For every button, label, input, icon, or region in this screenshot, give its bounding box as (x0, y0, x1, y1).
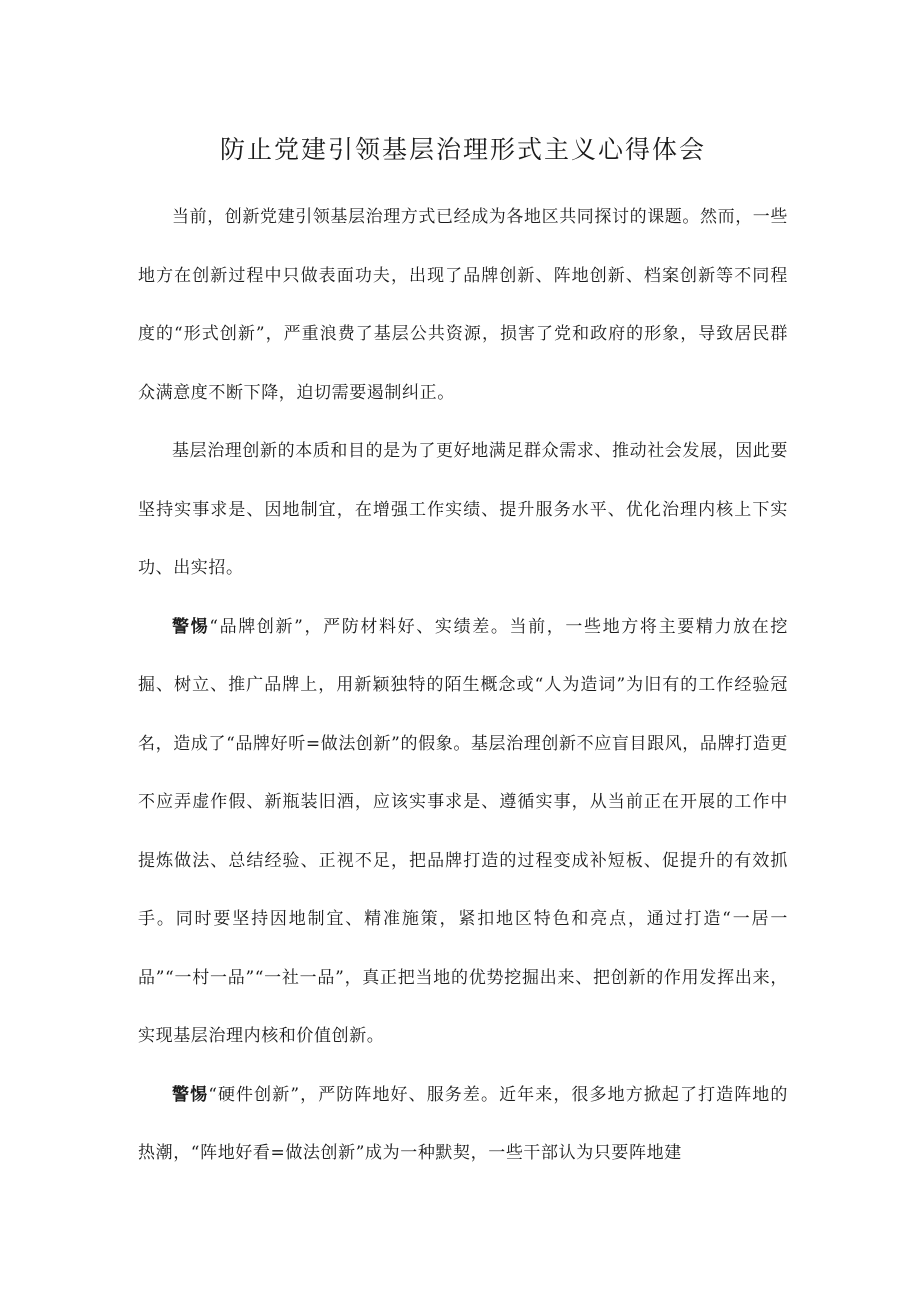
paragraph-2 (138, 422, 788, 598)
paragraph-text: 当前，创新党建引领基层治理方式已经成为各地区共同探讨的课题。然而，一些地方在创新过程中只做表面功夫，出现了品牌创新、阵地创新、档案创新等不同程度的“形式创新”，严重浪费了基层公共资源，损害了党和政府的形象，导致居民群众满意度不断下降，迫切需要遏制纠正。 (138, 207, 788, 403)
document-page (138, 132, 788, 1183)
paragraph-lead: 警惕 (172, 616, 210, 637)
paragraph-text: “品牌创新”，严防材料好、实绩差。当前，一些地方将主要精力放在挖掘、树立、推广品牌上，用新颖独特的陌生概念或“人为造词”为旧有的工作经验冠名，造成了“品牌好听=做法创新”的假象。基层治理创新不应盲目跟风，品牌打造更不应弄虚作假、新瓶装旧酒，应该实事求是、遵循实事，从当前正在开展的工作中提炼做法、总结经验、正视不足，把品牌打造的过程变成补短板、促提升的有效抓手。同时要坚持因地制宜、精准施策，紧扣地区特色和亮点，通过打造“一居一品”“一村一品”“一社一品”，真正把当地的优势挖掘出来、把创新的作用发挥出来，实现基层治理内核和价值创新。 (138, 616, 788, 1046)
paragraph-text: “硬件创新”，严防阵地好、服务差。近年来，很多地方掀起了打造阵地的热潮，“阵地好看=做法创新”成为一种默契，一些干部认为只要阵地建 (138, 1084, 788, 1163)
paragraph-text: 基层治理创新的本质和目的是为了更好地满足群众需求、推动社会发展，因此要坚持实事求是、因地制宜，在增强工作实绩、提升服务水平、优化治理内核上下实功、出实招。 (138, 441, 788, 578)
paragraph-4 (138, 1066, 788, 1183)
paragraph-3 (138, 598, 788, 1066)
paragraph-lead: 警惕 (172, 1084, 209, 1105)
paragraph-1 (138, 188, 788, 422)
document-title: 防止党建引领基层治理形式主义心得体会 (219, 135, 706, 164)
